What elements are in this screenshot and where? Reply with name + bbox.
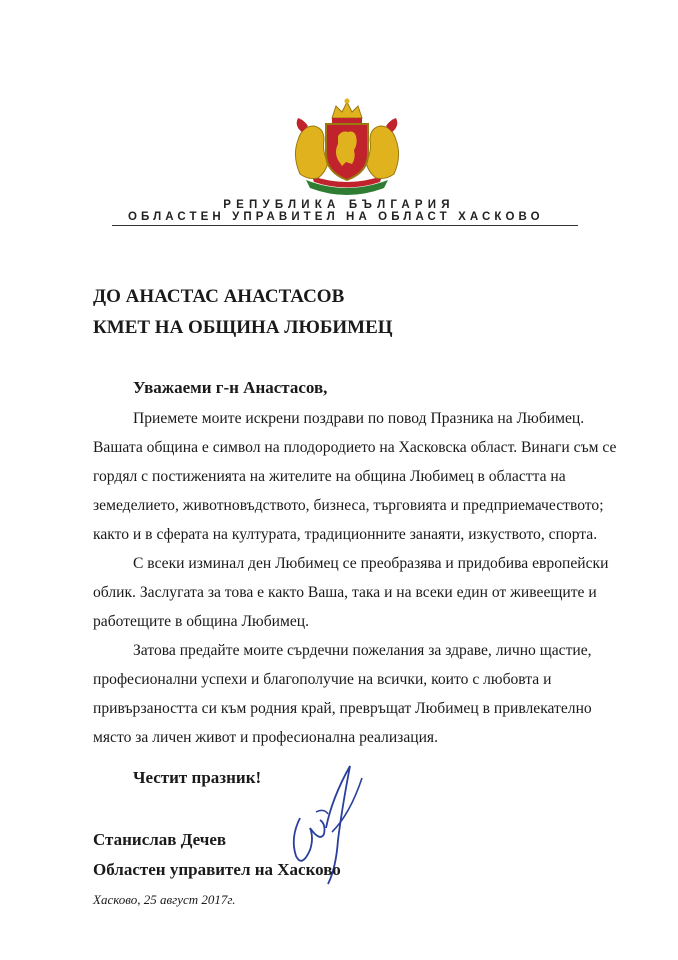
place-date: Хасково, 25 август 2017г.	[93, 892, 236, 907]
sender-title: Областен управител на Хасково	[93, 860, 341, 879]
letter-body	[93, 404, 621, 752]
header-divider	[112, 225, 578, 226]
recipient-title: КМЕТ НА ОБЩИНА ЛЮБИМЕЦ	[93, 317, 393, 338]
paragraph: Приемете моите искрени поздрави по повод Празника на Любимец. Вашата община е символ на плодородието на Хасковска област. Винаги съм се гордял с постиженията на жителите на община Любимец в областта на земеделието, животновъдството, бизнеса, търговията и предприемачеството; както и в сферата на културата, традиционните занаяти, изкуството, спорта.	[93, 410, 617, 543]
header-country: РЕПУБЛИКА БЪЛГАРИЯ	[223, 199, 455, 211]
letter-greeting: Уважаеми г-н Анастасов,	[133, 378, 328, 397]
paragraph: Затова предайте моите сърдечни пожелания за здраве, лично щастие, професионални успехи и благополучие на всички, които с любовта и привързаността си към родния край, превръщат Любимец в привлекателно място за личен живот и професионална реализация.	[93, 642, 592, 746]
letter-closing: Честит празник!	[133, 768, 262, 787]
coat-of-arms-icon	[288, 96, 406, 196]
sender-name: Станислав Дечев	[93, 830, 227, 849]
recipient-name: ДО АНАСТАС АНАСТАСОВ	[93, 286, 345, 307]
paragraph: С всеки изминал ден Любимец се преобразява и придобива европейски облик. Заслугата за това е както Ваша, така и на всеки един от живеещите и работещите в община Любимец.	[93, 555, 609, 630]
header-institution: ОБЛАСТЕН УПРАВИТЕЛ НА ОБЛАСТ ХАСКОВО	[128, 211, 544, 223]
